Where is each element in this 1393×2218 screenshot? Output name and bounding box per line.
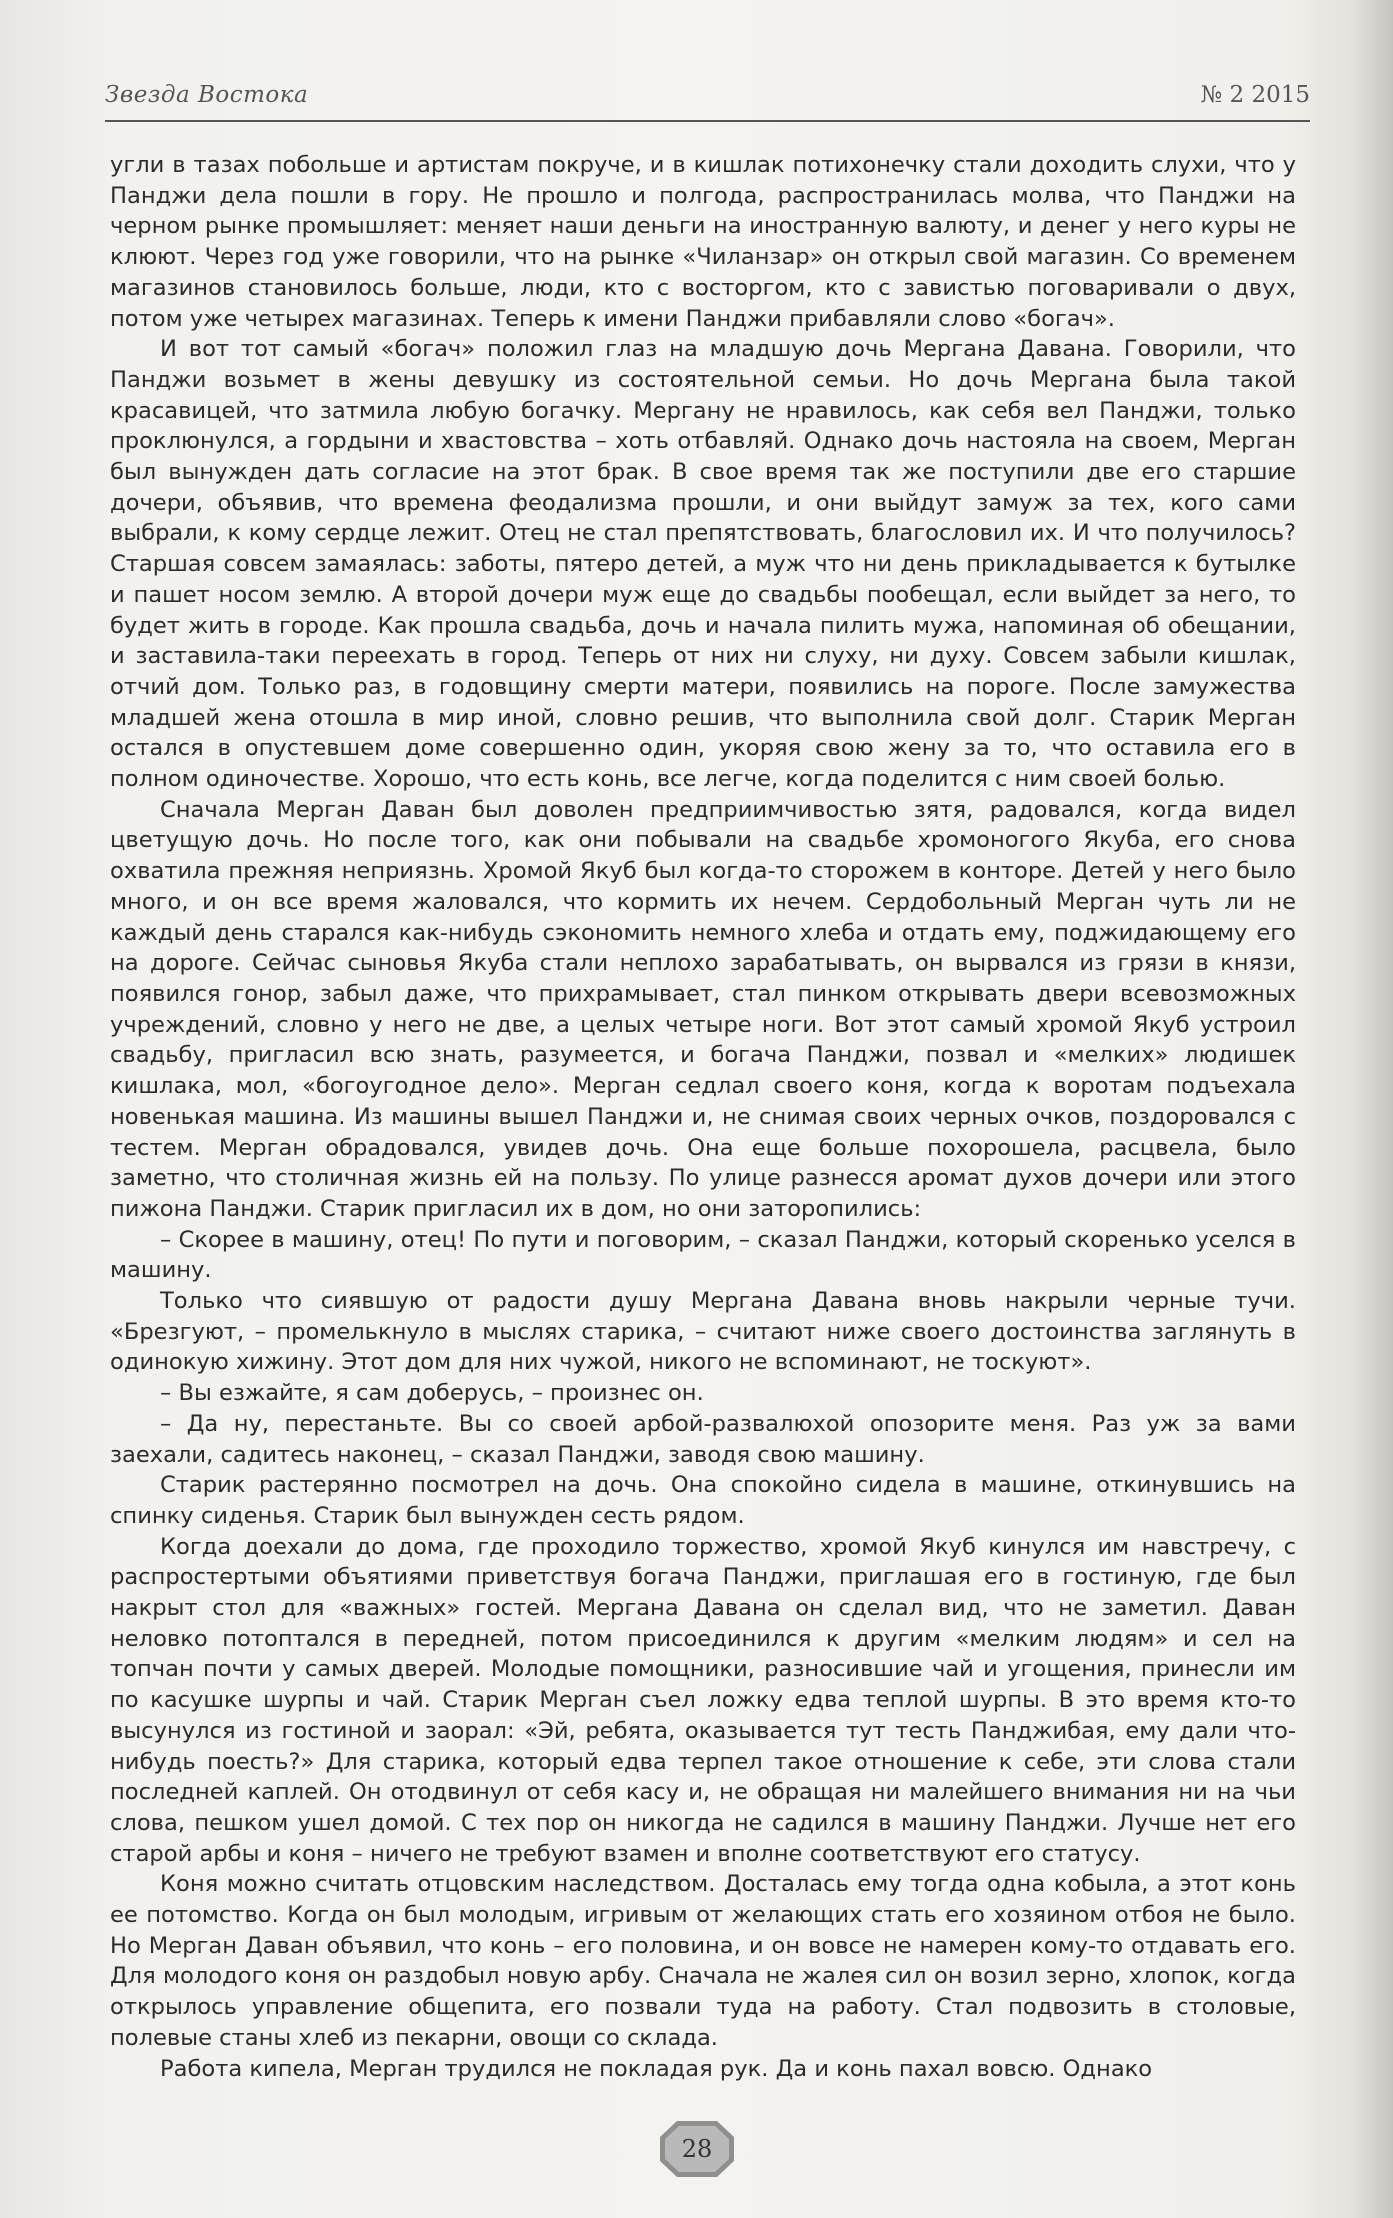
issue-number: № 2 2015 xyxy=(1200,82,1310,108)
running-header xyxy=(105,78,1310,122)
page-number: 28 xyxy=(681,2135,713,2163)
paragraph: – Скорее в машину, отец! По пути и поговорим, – сказал Панджи, который скоренько уселся в машину. xyxy=(110,1226,1296,1284)
article-body xyxy=(110,150,1296,2084)
paragraph: Сначала Мерган Даван был доволен предприимчивостью зятя, радовался, когда видел цветущую дочь. Но после того, как они побывали на свадьбе хромоногого Якуба, его снова охватила прежняя неприязнь. Хромой Якуб был когда-то сторожем в конторе. Детей у него было много, и он все время жаловался, что кормить их нечем. Сердобольный Мерган чуть ли не каждый день старался как-нибудь сэкономить немного хлеба и отдать ему, поджидающему его на дороге. Сейчас сыновья Якуба стали неплохо зарабатывать, он вырвался из грязи в князи, появился гонор, забыл даже, что прихрамывает, стал пинком открывать двери всевозможных учреждений, словно у него не две, а целых четыре ноги. Вот этот самый хромой Якуб устроил свадьбу, пригласил всю знать, разумеется, и богача Панджи, позвал и «мелких» людишек кишлака, мол, «богоугодное дело». Мерган седлал своего коня, когда к воротам подъехала новенькая машина. Из машины вышел Панджи и, не снимая своих черных очков, поздоровался с тестем. Мерган обрадовался, увидев дочь. Она еще больше похорошела, расцвела, было заметно, что столичная жизнь ей на пользу. По улице разнесся аромат духов дочери или этого пижона Панджи. Старик пригласил их в дом, но они заторопились: xyxy=(110,796,1296,1222)
paragraph: Когда доехали до дома, где проходило торжество, хромой Якуб кинулся им навстречу, с распростертыми объятиями приветствуя богача Панджи, приглашая его в гостиную, где был накрыт стол для «важных» гостей. Мергана Давана он сделал вид, что не заметил. Даван неловко потоптался в передней, потом присоединился к другим «мелким людям» и сел на топчан почти у самых дверей. Молодые помощники, разносившие чай и угощения, принесли им по касушке шурпы и чай. Старик Мерган съел ложку едва теплой шурпы. В это время кто-то высунулся из гостиной и заорал: «Эй, ребята, оказывается тут тесть Панджибая, ему дали что-нибудь поесть?» Для старика, который едва терпел такое отношение к себе, эти слова стали последней каплей. Он отодвинул от себя касу и, не обращая ни малейшего внимания ни на чьи слова, пешком ушел домой. С тех пор он никогда не садился в машину Панджи. Лучше нет его старой арбы и коня – ничего не требуют взамен и вполне соответствуют его статусу. xyxy=(110,1533,1296,1867)
journal-title: Звезда Востока xyxy=(105,82,309,108)
paragraph: Работа кипела, Мерган трудился не покладая рук. Да и конь пахал вовсю. Однако xyxy=(160,2055,1153,2082)
page-number-badge xyxy=(659,2120,735,2178)
paragraph: – Вы езжайте, я сам доберусь, – произнес он. xyxy=(160,1380,704,1407)
paragraph: угли в тазах побольше и артистам покруче, и в кишлак потихонечку стали доходить слухи, что у Панджи дела пошли в гору. Не прошло и полгода, распространилась молва, что Панджи на черном рынке промышляет: меняет наши деньги на иностранную валюту, и денег у него куры не клюют. Через год уже говорили, что на рынке «Чиланзар» он открыл свой магазин. Со временем магазинов становилось больше, люди, кто с восторгом, кто с завистью поговаривали о двух, потом уже четырех магазинах. Теперь к имени Панджи прибавляли слово «богач». xyxy=(110,152,1296,332)
paragraph: Только что сиявшую от радости душу Мергана Давана вновь накрыли черные тучи. «Брезгуют, – промелькнуло в мыслях старика, – считают ниже своего достоинства заглянуть в одинокую хижину. Этот дом для них чужой, никого не вспоминают, не тоскуют». xyxy=(110,1288,1296,1376)
paragraph: И вот тот самый «богач» положил глаз на младшую дочь Мергана Давана. Говорили, что Панджи возьмет в жены девушку из состоятельной семьи. Но дочь Мергана была такой красавицей, что затмила любую богачку. Мергану не нравилось, как себя вел Панджи, только проклюнулся, а гордыни и хвастовства – хоть отбавляй. Однако дочь настояла на своем, Мерган был вынужден дать согласие на этот брак. В свое время так же поступили две его старшие дочери, объявив, что времена феодализма прошли, и они выйдут замуж за тех, кого сами выбрали, к кому сердце лежит. Отец не стал препятствовать, благословил их. И что получилось? Старшая совсем замаялась: заботы, пятеро детей, а муж что ни день прикладывается к бутылке и пашет носом землю. А второй дочери муж еще до свадьбы пообещал, если выйдет за него, то будет жить в городе. Как прошла свадьба, дочь и начала пилить мужа, напоминая об обещании, и заставила-таки переехать в город. Теперь от них ни слуху, ни духу. Совсем забыли кишлак, отчий дом. Только раз, в годовщину смерти матери, появились на пороге. После замужества младшей жена отошла в мир иной, словно решив, что выполнила свой долг. Старик Мерган остался в опустевшем доме совершенно один, укоряя свою жену за то, что оставила его в полном одиночестве. Хорошо, что есть конь, все легче, когда поделится с ним своей болью. xyxy=(110,336,1296,793)
paragraph: Коня можно считать отцовским наследством. Досталась ему тогда одна кобыла, а этот конь ее потомство. Когда он был молодым, игривым от желающих стать его хозяином отбоя не было. Но Мерган Даван объявил, что конь – его половина, и он вовсе не намерен кому-то отдавать его. Для молодого коня он раздобыл новую арбу. Сначала не жалея сил он возил зерно, хлопок, когда открылось управление общепита, его позвали туда на работу. Стал подвозить в столовые, полевые станы хлеб из пекарни, овощи со склада. xyxy=(110,1871,1296,2051)
paragraph: – Да ну, перестаньте. Вы со своей арбой-развалюхой опозорите меня. Раз уж за вами заехали, садитесь наконец, – сказал Панджи, заводя свою машину. xyxy=(110,1410,1296,1468)
paragraph: Старик растерянно посмотрел на дочь. Она спокойно сидела в машине, откинувшись на спинку сиденья. Старик был вынужден сесть рядом. xyxy=(110,1472,1296,1529)
page-edge-shadow xyxy=(1353,0,1393,2218)
